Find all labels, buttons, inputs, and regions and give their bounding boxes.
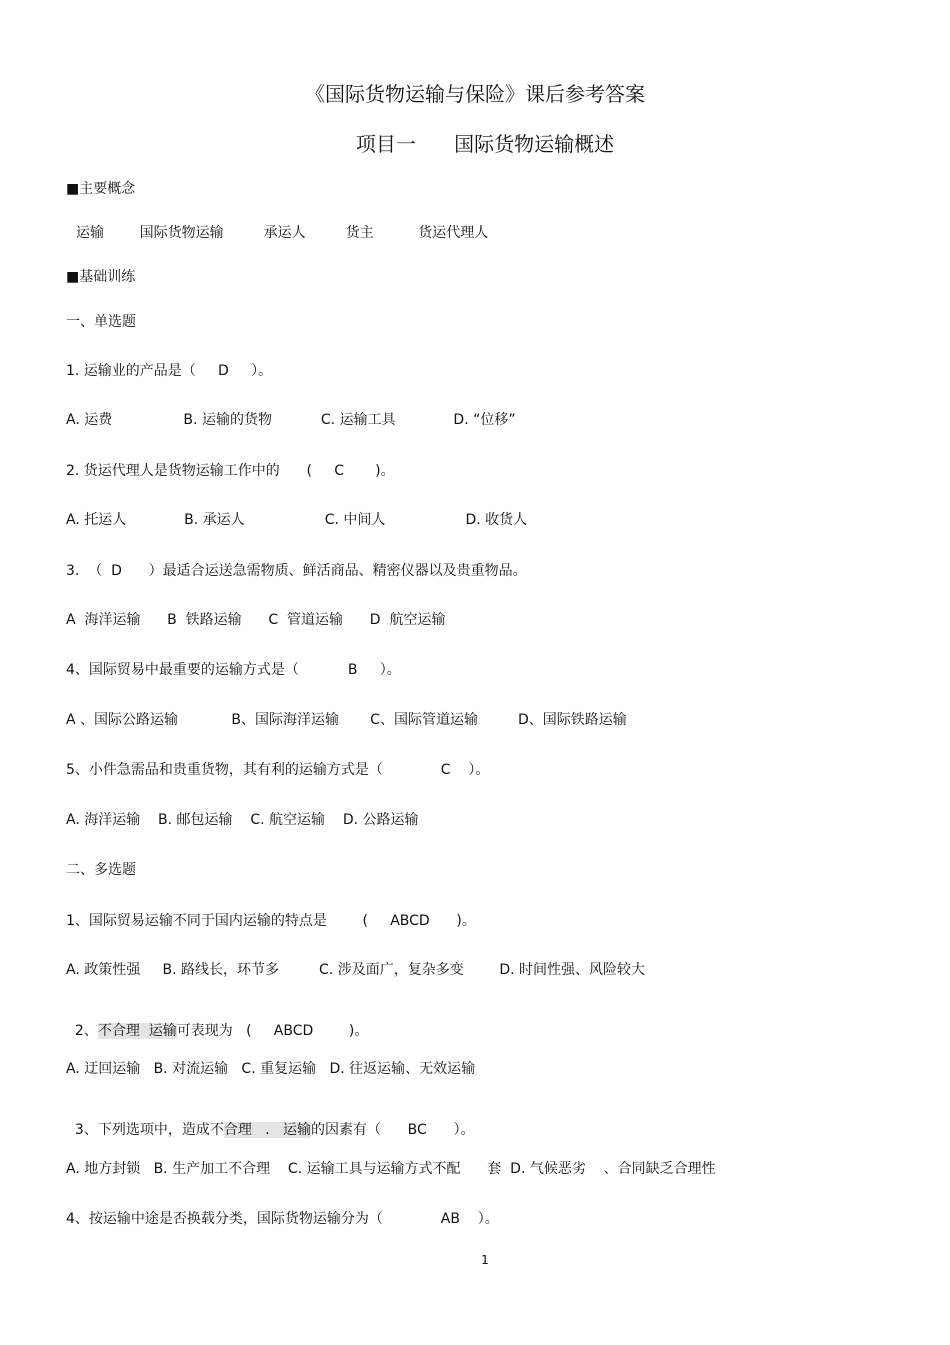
page-number: 1 bbox=[481, 1253, 489, 1267]
concepts-list: 运输 国际货物运输 承运人 货主 货运代理人 bbox=[76, 225, 489, 241]
document-title: 《国际货物运输与保险》课后参考答案 bbox=[305, 82, 645, 106]
section-heading-training: ■基础训练 bbox=[66, 269, 136, 285]
question-3: 3. （ D ）最适合运送急需物质、鲜活商品、精密仪器以及贵重物品。 bbox=[66, 563, 527, 579]
multi-question-2-number: 2、 bbox=[74, 1023, 98, 1039]
multi-question-3-start: 3、下列选项中，造成不 bbox=[74, 1122, 224, 1138]
multi-question-3 bbox=[66, 1103, 475, 1139]
multi-question-2-rest: 可表现为 ( ABCD )。 bbox=[176, 1023, 369, 1039]
highlighted-term: 不合理 运输 bbox=[97, 1023, 177, 1039]
multi-question-1-options: A. 政策性强 B. 路线长，环节多 C. 涉及面广，复杂多变 D. 时间性强、风险较大 bbox=[66, 962, 645, 978]
question-4: 4、国际贸易中最重要的运输方式是（ B ）。 bbox=[66, 662, 401, 678]
question-1-options: A. 运费 B. 运输的货物 C. 运输工具 D. “位移” bbox=[66, 412, 516, 428]
question-5: 5、小件急需品和贵重货物，其有利的运输方式是（ C ）。 bbox=[66, 762, 490, 778]
multi-question-2 bbox=[66, 1004, 368, 1040]
multi-question-3-rest: 的因素有（ BC ）。 bbox=[310, 1122, 475, 1138]
multi-question-1: 1、国际贸易运输不同于国内运输的特点是 ( ABCD )。 bbox=[66, 913, 476, 929]
multi-question-3-options: A. 地方封锁 B. 生产加工不合理 C. 运输工具与运输方式不配 套 D. 气候恶劣 、合同缺乏合理性 bbox=[66, 1161, 716, 1177]
part-heading-multiple-choice: 二、多选题 bbox=[66, 862, 136, 878]
question-2-options: A. 托运人 B. 承运人 C. 中间人 D. 收货人 bbox=[66, 512, 528, 528]
multi-question-4: 4、按运输中途是否换载分类，国际货物运输分为（ AB ）。 bbox=[66, 1211, 499, 1227]
chapter-title: 项目一 国际货物运输概述 bbox=[355, 132, 615, 156]
part-heading-single-choice: 一、单选题 bbox=[66, 314, 136, 330]
section-heading-concepts: ■主要概念 bbox=[66, 181, 136, 197]
multi-question-2-options: A. 迂回运输 B. 对流运输 C. 重复运输 D. 往返运输、无效运输 bbox=[66, 1061, 476, 1077]
question-1: 1. 运输业的产品是（ D ）。 bbox=[66, 363, 273, 379]
highlighted-term: 合理 . 运输 bbox=[223, 1122, 311, 1138]
question-5-options: A. 海洋运输 B. 邮包运输 C. 航空运输 D. 公路运输 bbox=[66, 812, 419, 828]
question-4-options: A 、国际公路运输 B、国际海洋运输 C、国际管道运输 D、国际铁路运输 bbox=[66, 712, 627, 728]
question-2: 2. 货运代理人是货物运输工作中的 ( C )。 bbox=[66, 463, 395, 479]
question-3-options: A 海洋运输 B 铁路运输 C 管道运输 D 航空运输 bbox=[66, 612, 446, 628]
